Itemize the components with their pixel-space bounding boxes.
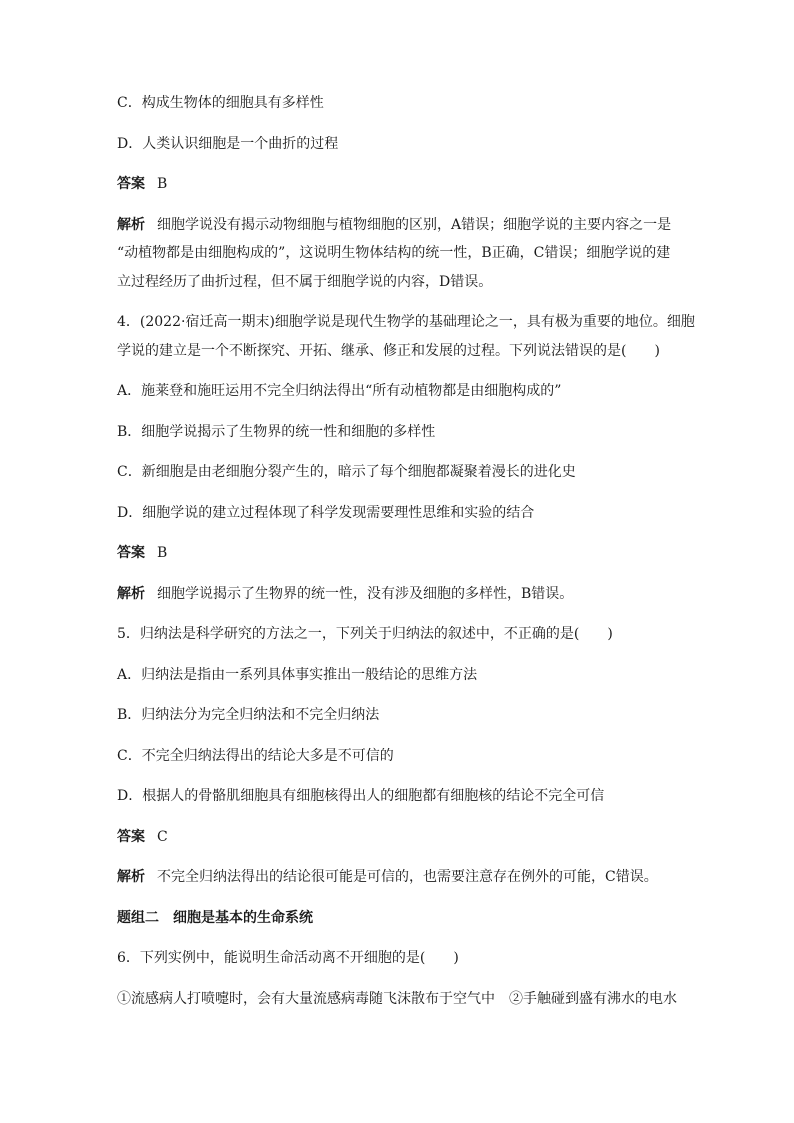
analysis-text: 不完全归纳法得出的结论很可能是可信的，也需要注意存在例外的可能，C错误。 — [157, 869, 658, 885]
q5-option-c: C．不完全归纳法得出的结论大多是不可信的 — [117, 747, 394, 764]
q6-stem: 6．下列实例中，能说明生命活动离不开细胞的是( ) — [117, 950, 459, 966]
q4-stem-line-1: 4．(2022·宿迁高一期末)细胞学说是现代生物学的基础理论之一，具有极为重要的地位。细胞 — [117, 314, 695, 330]
answer-value: B — [157, 545, 168, 561]
q5-option-a: A．归纳法是指由一系列具体事实推出一般结论的思维方法 — [117, 666, 478, 683]
q4-option-a: A．施莱登和施旺运用不完全归纳法得出“所有动植物都是由细胞构成的” — [117, 383, 562, 399]
q6-item-line: ①流感病人打喷嚏时，会有大量流感病毒随飞沫散布于空气中 ②手触碰到盛有沸水的电水 — [117, 990, 677, 1007]
analysis-label: 解析 — [117, 585, 145, 602]
q3-option-c: C．构成生物体的细胞具有多样性 — [117, 95, 324, 111]
q3-option-d: D．人类认识细胞是一个曲折的过程 — [117, 135, 339, 152]
q5-answer — [117, 827, 682, 847]
q5-analysis — [117, 867, 682, 887]
analysis-text-line-3: 立过程经历了曲折过程，但不属于细胞学说的内容，D错误。 — [117, 273, 493, 290]
q4-stem — [117, 312, 695, 361]
q4-analysis — [117, 584, 682, 604]
answer-label: 答案 — [117, 828, 145, 845]
q4-option-c: C．新细胞是由老细胞分裂产生的，暗示了每个细胞都凝聚着漫长的进化史 — [117, 464, 576, 480]
q3-analysis — [117, 215, 682, 292]
analysis-text-line-2: “动植物都是由细胞构成的”，这说明生物体结构的统一性，B正确，C错误；细胞学说的建 — [117, 245, 671, 261]
analysis-label: 解析 — [117, 216, 145, 233]
answer-value: B — [157, 176, 168, 192]
q5-option-b: B．归纳法分为完全归纳法和不完全归纳法 — [117, 707, 380, 723]
document-page — [117, 93, 695, 1009]
q4-option-b: B．细胞学说揭示了生物界的统一性和细胞的多样性 — [117, 423, 436, 440]
q5-stem: 5．归纳法是科学研究的方法之一，下列关于归纳法的叙述中，不正确的是( ) — [117, 626, 613, 642]
answer-label: 答案 — [117, 176, 145, 192]
analysis-text-line-1: 细胞学说没有揭示动物细胞与植物细胞的区别，A错误；细胞学说的主要内容之一是 — [157, 216, 672, 233]
q4-stem-line-2: 学说的建立是一个不断探究、开拓、继承、修正和发展的过程。下列说法错误的是( ) — [117, 342, 660, 359]
q4-answer — [117, 543, 682, 563]
q4-option-d: D．细胞学说的建立过程体现了科学发现需要理性思维和实验的结合 — [117, 504, 535, 521]
analysis-label: 解析 — [117, 869, 145, 885]
section-title: 题组二 细胞是基本的生命系统 — [117, 909, 313, 926]
analysis-text: 细胞学说揭示了生物界的统一性，没有涉及细胞的多样性，B错误。 — [157, 585, 574, 602]
answer-value: C — [157, 828, 168, 845]
q5-option-d: D．根据人的骨骼肌细胞具有细胞核得出人的细胞都有细胞核的结论不完全可信 — [117, 788, 605, 804]
answer-label: 答案 — [117, 545, 145, 561]
q3-answer — [117, 174, 682, 194]
